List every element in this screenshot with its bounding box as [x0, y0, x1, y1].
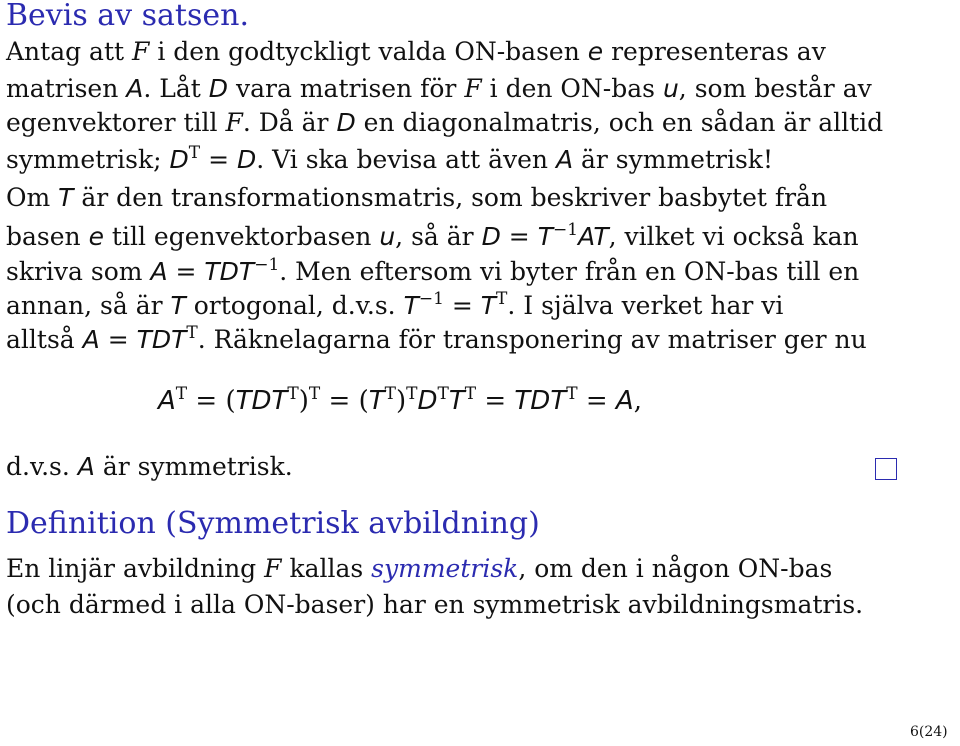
proof-line-4: symmetrisk; $D^T = D$. Vi ska bevisa att även A är symmetrisk! — [6, 143, 773, 174]
proof-line-9: alltså $A = TDT^T$. Räknelagarna för transponering av matriser ger nu — [6, 323, 867, 354]
proof-line-1: Antag att F i den godtyckligt valda ON-basen e representeras av — [6, 37, 826, 66]
proof-line-6: basen e till egenvektorbasen u, så är $D = T^{-1}AT$, vilket vi också kan — [6, 220, 859, 251]
definition-term: symmetrisk — [371, 554, 519, 583]
proof-title: Bevis av satsen. — [6, 0, 249, 33]
proof-line-7: skriva som $A = TDT^{-1}$. Men eftersom vi byter från en ON-bas till en — [6, 255, 860, 286]
definition-line-1: En linjär avbildning F kallas symmetrisk, om den i någon ON-bas — [6, 554, 833, 583]
proof-line-3: egenvektorer till F. Då är D en diagonalmatris, och en sådan är alltid — [6, 108, 884, 137]
definition-line-2: (och därmed i alla ON-baser) har en symmetrisk avbildningsmatris. — [6, 590, 864, 619]
proof-conclusion: d.v.s. A är symmetrisk. — [6, 452, 293, 481]
display-equation: $A^T = (TDT^T)^T = (T^T)^TD^TT^T = TDT^T = A$, — [158, 384, 642, 416]
page-number: 6(24) — [910, 724, 948, 740]
proof-line-2: matrisen A. Låt D vara matrisen för F i den ON-bas u, som består av — [6, 74, 872, 103]
qed-box-icon — [875, 458, 897, 480]
proof-line-5: Om T är den transformationsmatris, som beskriver basbytet från — [6, 183, 828, 212]
definition-title: Definition (Symmetrisk avbildning) — [6, 506, 540, 541]
proof-line-8: annan, så är T ortogonal, d.v.s. $T^{-1} = T^T$. I själva verket har vi — [6, 289, 784, 320]
